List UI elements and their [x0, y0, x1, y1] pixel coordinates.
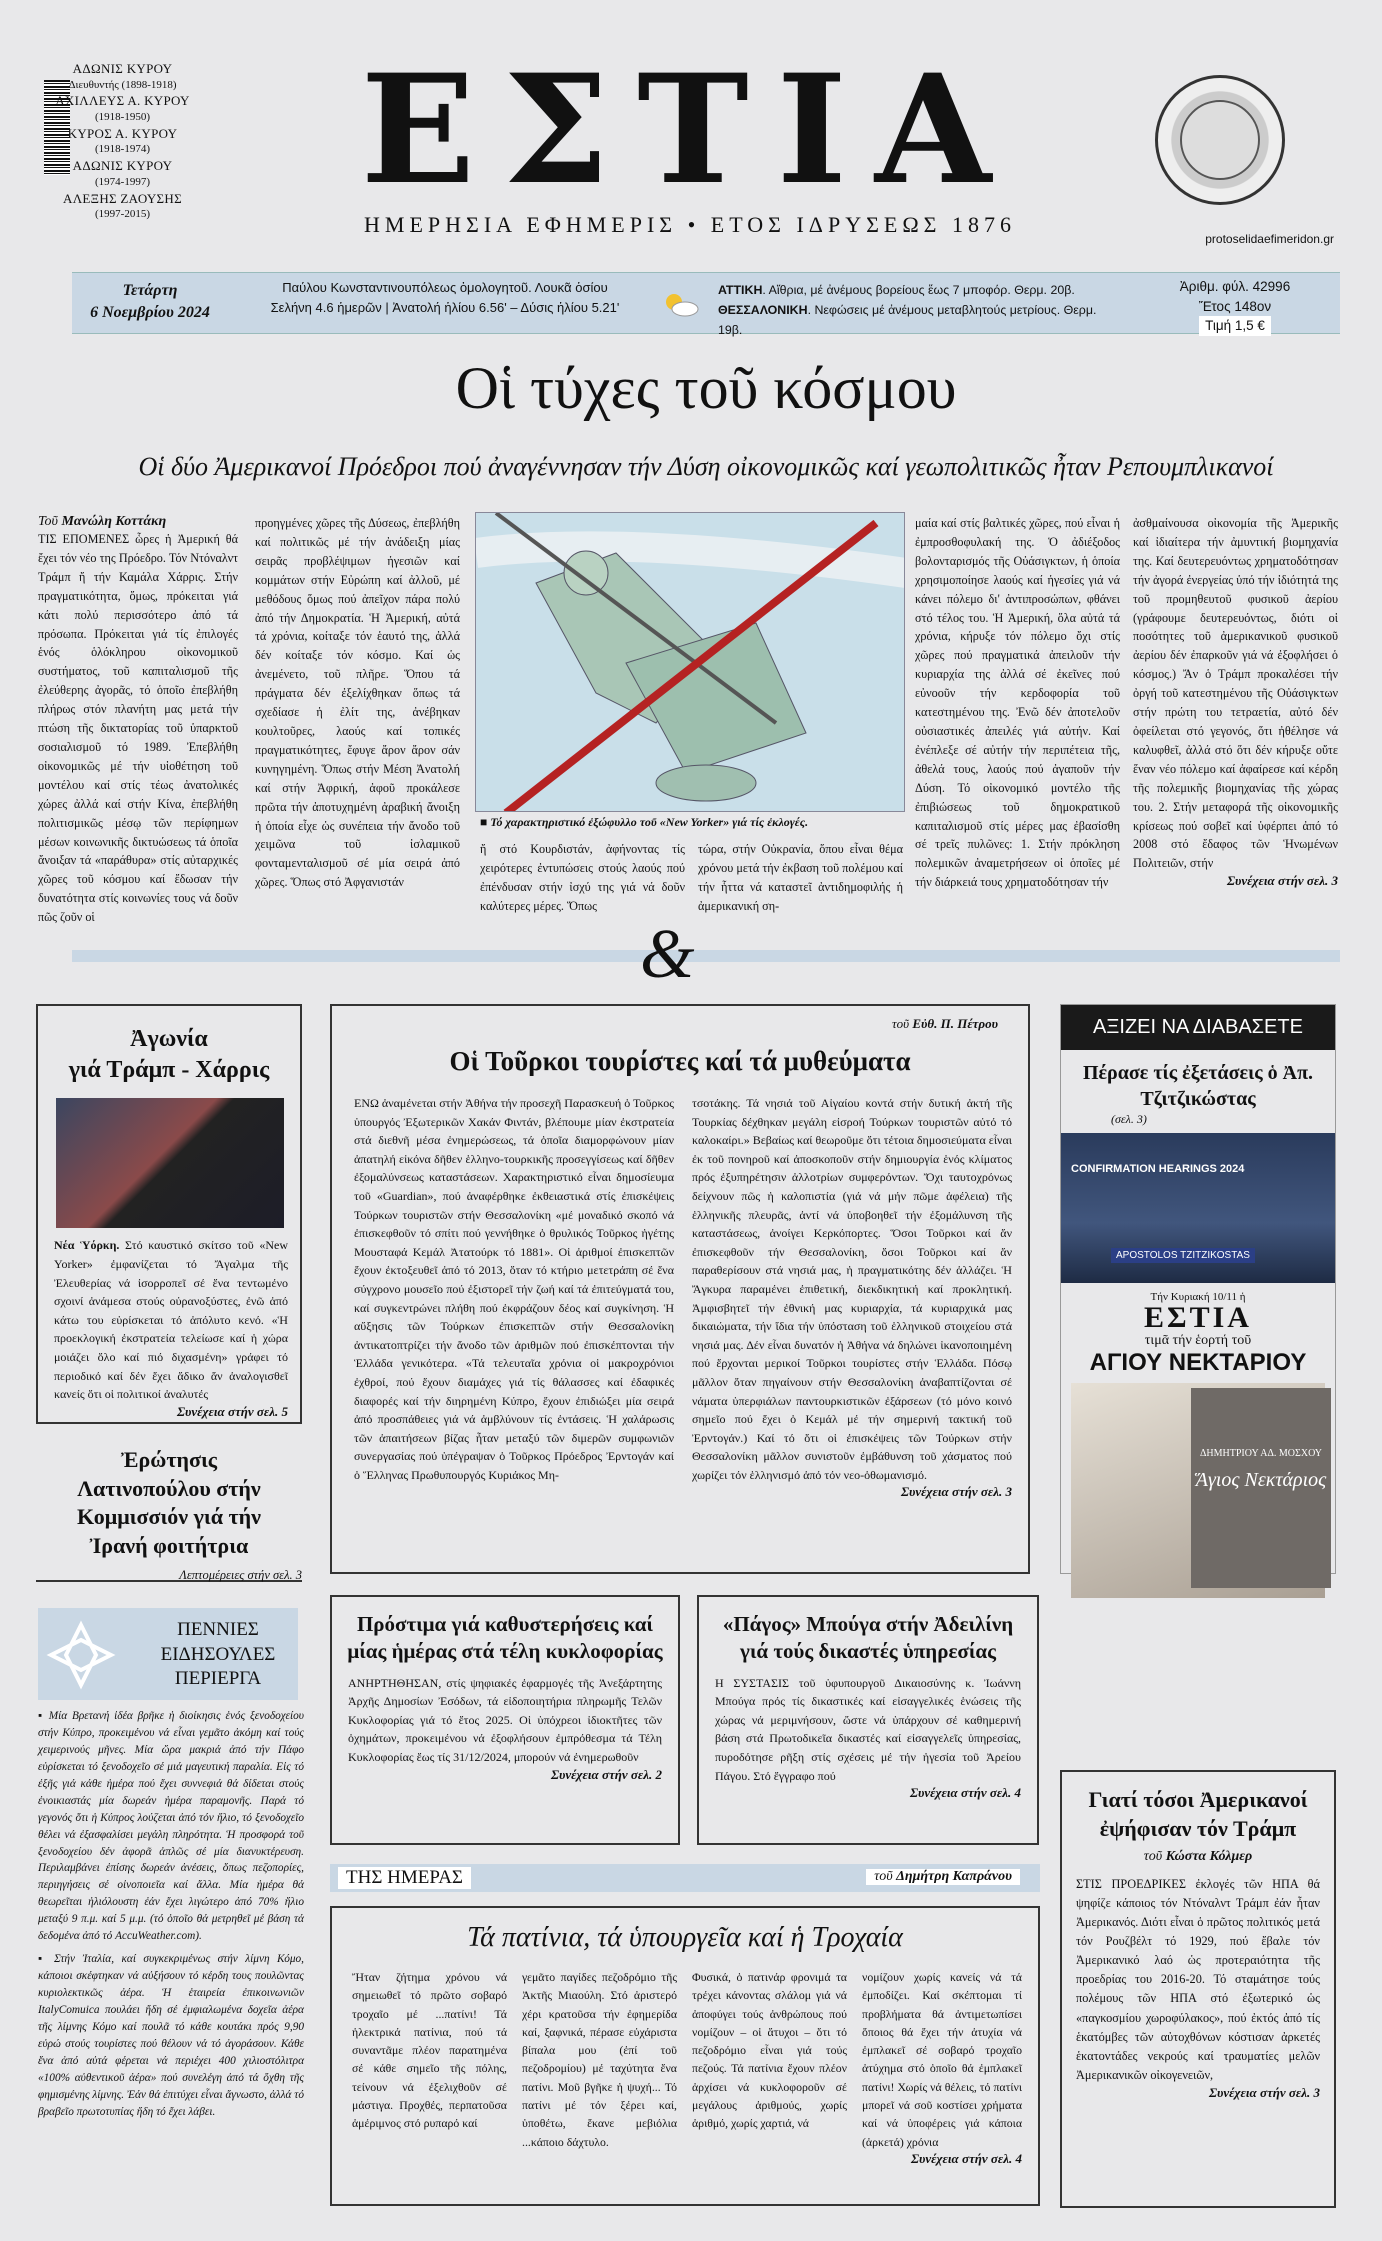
trump-harris-box	[36, 1004, 302, 1424]
weather-icon	[660, 290, 700, 318]
founder-4: ΑΔΩΝΙΣ ΚΥΡΟΥ (1974-1997)	[72, 158, 173, 188]
hearing-photo: CONFIRMATION HEARINGS 2024 APOSTOLOS TZITZIKOSTAS	[1061, 1133, 1335, 1283]
lead-byline: Τοῦ Μανώλη Κοττάκη	[38, 514, 167, 529]
price: Τιμή 1,5 €	[1199, 316, 1271, 336]
lead-headline: Οἱ τύχες τοῦ κόσμου	[455, 355, 957, 421]
book-cover: ΔΗΜΗΤΡΙΟΥ ΑΔ. ΜΟΣΧΟΥ Ἅγιος Νεκτάριος	[1071, 1383, 1325, 1598]
founder-2: ΑΧΙΛΛΕΥΣ Α. ΚΥΡΟΥ (1918-1950)	[55, 93, 190, 123]
ampersand-ornament: &	[640, 916, 695, 993]
day-column-label: ΤΗΣ ΗΜΕΡΑΣ	[338, 1867, 471, 1889]
weather-report: ΑΤΤΙΚΗ. Αἴθρια, μέ ἀνέμους βορείους ἕως 7 μποφόρ. Θερμ. 20β. ΘΕΣΣΑΛΟΝΙΚΗ. Νεφώσεις μέ ἀνέμους μεταβλητούς μετρίους. Θερμ. 19β.	[718, 283, 1097, 337]
must-read-promo[interactable]: ΑΞΙΖΕΙ ΝΑ ΔΙΑΒΑΣΕΤΕ Πέρασε τίς ἐξετάσεις ὁ Ἀπ. Τζιτζικώστας (σελ. 3) CONFIRMATION HEARINGS 2024 APOSTOLOS TZITZIKOSTAS Τήν Κυριακή 10/11 ἡ ΕΣΤΙΑ τιμᾶ τήν ἑορτή τοῦ ΑΓΙΟΥ ΝΕΚΤΑΡΙΟΥ ΔΗΜΗΤΡΙΟΥ ΑΔ. ΜΟΣΧΟΥ Ἅγιος Νεκτάριος	[1060, 1004, 1336, 1574]
day-column-bar: ΤΗΣ ΗΜΕΡΑΣ τοῦ Δημήτρη Καπράνου	[330, 1864, 1040, 1892]
founder-1: ΑΔΩΝΙΣ ΚΥΡΟΥ Διευθυντής (1898-1918)	[68, 61, 177, 91]
ornament-icon	[46, 1620, 116, 1690]
iran-box: Ἐρώτησις Λατινοπούλου στήν Κομμισσιόν γιά τήν Ἰρανή φοιτήτρια Λεπτομέρειες στήν σελ. 3	[36, 1432, 302, 1582]
founder-3: ΚΥΡΟΣ Α. ΚΥΡΟΥ (1918-1974)	[67, 125, 178, 156]
divider-bar	[72, 950, 1340, 962]
source-site: protoselidaefimeridon.gr	[1205, 232, 1334, 246]
saints-of-day: Παύλου Κωνσταντινουπόλεως ὁμολογητοῦ. Λουκᾶ ὁσίου Σελήνη 4.6 ἡμερῶν | Ἀνατολή ἡλίου 6.56' – Δύσις ἡλίου 5.21'	[270, 280, 620, 316]
founders-list	[30, 60, 215, 222]
day-column-box: Τά πατίνια, τά ὑπουργεῖα καί ἡ Τροχαία Ἤταν ζήτημα χρόνου νά σημειωθεῖ τό πρῶτο σοβαρό τροχαῖο μέ ...πατίνι! Τά ἠλεκτρικά πατίνια, πού τά συναντᾶμε πλέον παρατημένα σέ κάθε σημεῖο τῆς πόλης, τείνουν νά ἐξελιχθοῦν σέ μάστιγα. Προχθές, περπατοῦσα ἀμέριμνος στό ρυπαρό καί γεμᾶτο παγίδες πεζοδρόμιο τῆς Ἀκτῆς Μιαούλη. Στό ἀριστερό χέρι κρατοῦσα τήν ἐφημερίδα καί, ξαφνικά, πέρασε εὐχάριστα βίπαλα μου (ἐπί τοῦ πεζοδρομίου) μέ ταχύτητα ἕνα πατίνι. Μοῦ βγῆκε ἡ ψυχή... Τό πατίνι μέ τόν ξέρει καί, ὑποθέτω, ἔκανε μεβιόλια ...κάποιο δάχτυλο. Φυσικά, ὁ πατινάρ φρονιμά τα τρέχει κάνοντας σλάλομ γιά νά ἀποφύγει τούς ἀνθρώπους πού νομίζουν – οἱ ἄτυχοι – ὅτι τό πεζοδρόμιο εἶναι γιά τούς πεζούς. Τά πατίνια ἔχουν πλέον ἀρχίσει νά κυκλοφοροῦν σέ μεγάλους ἀριθμούς, χωρίς ἀριθμό, χωρίς χαρτιά, νά νομίζουν χωρίς κανείς νά τά ἐμποδίζει. Καί σκέπτομαι τί προβλήματα θά ἀντιμετωπίσει ὅποιος θά ἔχει τήν ἀτυχία νά ἐμπλακεῖ σέ σοβαρό τροχαῖο ἀτύχημα στό ὁποῖο θά ἐμπλακεῖ πατίνι! Χωρίς νά θέλεις, τό πατίνι μπορεῖ νά σοῦ κοστίσει χρήματα καί νά ὑποφέρεις γιά κάποια (ἀρκετά) χρόνια Συνέχεια στήν σελ. 4	[330, 1906, 1040, 2206]
lead-continued: Συνέχεια στήν σελ. 3	[1227, 873, 1338, 889]
lead-col-5: μαία καί στίς βαλτικές χῶρες, πού εἶναι ἡ ἐμπροσθοφυλακή της. Ὁ ἀδιέξοδος βολονταρισμός τῆς Οὐάσιγκτων, ἡ ὁποία χρησιμοποίησε λαούς καί ἡγεσίες γιά νά κάνει πόλεμο δι' ἀντιπροσώπων, φθάνει στό τέλος του. Ἡ Ἀμερική, ὅλα αὐτά τά χρόνια, κήρυξε τόν πόλεμο ὄχι στίς χῶρες πού πραγματικά ἀπειλοῦν τήν κυριαρχία της ἀλλά σέ ἐκεῖνες πού εὐνοοῦν τήν κερδοφορία τοῦ κατεστημένου της. Ἐνῶ δέν ἀποτελοῦν οὐσιαστικές ἀπειλές γιά αὐτήν. Καί ἐνέπλεξε σέ αὐτήν τήν περιπέτεια τῆς, ἀθελά τους, λαούς πού ἀγαποῦν τήν Δύση. Τό οἰκονομικό μοντέλο τῆς ἐπιβιώσεως τοῦ δημοκρατικοῦ καπιταλισμοῦ στίς μέρες μας ἐβασίσθη σέ τρεῖς πυλῶνες: 1. Στήν πρόκληση πολεμικῶν ἀναμετρήσεων οἱ ὁποῖες μέ τήν διάρκειά τους χρηματοδότησαν τήν	[915, 516, 1120, 890]
lead-col-4: τώρα, στήν Οὐκρανία, ὅπου εἶναι θέμα χρόνου μετά τήν ἐκβαση τοῦ πολέμου καί τήν ἧττα νά καταστεῖ ἀντιδημοφιλής ἡ ἀμερικανική ση-	[698, 842, 903, 913]
new-yorker-cartoon	[475, 512, 905, 812]
us-vote-box: Γιατί τόσοι Ἀμερικανοί ἐψήφισαν τόν Τράμπ τοῦ Κώστα Κόλμερ ΣΤΙΣ ΠΡΟΕΔΡΙΚΕΣ ἐκλογές τῶν ΗΠΑ θά ψηφίζε κάποιος τόν Ντόναλντ Τράμπ ἐάν ἦταν Ἀμερικανός. Διότι εἶναι ὁ πρῶτος πολιτικός μετά τόν Ρουζβέλτ τό 1929, πού ἔβαλε τόν Ἀμερικανικό λαό ὡς προτεραιότητα τῆς προεδρίας του 2016-20. Τό σταμάτησε τούς πολέμους τῶν ΗΠΑ στό ἐξωτερικό ὡς «παγκοσμίου χωροφύλακος», πού ἐκτός ἀπό τίς ἑκατόμβες τῶν αὐτοχθόνων κόστισαν ἀρκετές ἑκατοντάδες νεκρούς καί τραυματίες μελῶν Ἀμερικανικῶν οἰκογενειῶν, Συνέχεια στήν σελ. 3	[1060, 1770, 1336, 2208]
short-news-text: ▪ Μία Βρετανή ἰδέα βρῆκε ἡ διοίκησις ἑνός ξενοδοχείου στήν Κύπρο, προκειμένου νά εἶναι γεμᾶτο ἀκόμη καί τούς χειμερινούς μῆνες. Μία ὥρα μακριά ἀπό τήν Πάφο εὑρίσκεται τό ξενοδοχεῖο σέ μιά μαγευτική παραλία. Εἰς τό ἐξῆς γιά κάθε ἡμέρα πού ἔχει συννεφιά θά δίδεται στούς ἐνοικιαστάς μία δωρεάν ἡμέρα παραμονῆς. Παρά τό γεγονός ὅτι ἡ Κύπρος λούζεται ἀπό τόν ἥλιο, τό ξενοδοχεῖο θέλει νά ἐξασφαλίσει μεγάλη πληρότητα. Ἡ προσφορά τοῦ ξενοδοχείου δέν ἀφορᾶ ἁπλῶς σέ μία διανυκτέρευση. Περιλαμβάνει ἐπίσης δωρεάν ἀνέσεις, ὅπως πεζοπορίες, περιηγήσεις σέ οἰνοποιεῖα καί ἄλλα. Μία ἡμέρα θά θεωρεῖται ἡλιόλουστη ἐάν ἔχει λιγώτερο ἀπό 70% ἥλιο μεταξύ 9 π.μ. καί 5 μ.μ. (τό ὁποῖο θά μετρηθεῖ μέ βάση τά δεδομένα ἀπό τό AccuWeather.com). ▪ Στήν Ἰταλία, καί συγκεκριμένως στήν λίμνη Κόμο, κάποιοι σκέφτηκαν νά αὐξήσουν τό κέρδη τους πουλῶντας κυριολεκτικῶς ἀέρα. Ἡ ἑταιρεία ἐπικοινωνιῶν ItalyComuica πουλάει ἤδη σέ ἐμφιαλωμένα δοχεῖα ἀέρα τῆς λίμνης Κόμο καί πουλᾶ τό κάθε κουτάκι πρός 9,90 εὐρώ στούς τουρίστες πού θέλουν νά τό ἀγοράσουν. Κάθε ἕνα ἀπό αὐτά φέρεται νά περιέχει 400 χιλιοστόλιτρα «100% αὐθεντικοῦ ἀέρα» πού συνελέγη ἀπό τά ὄχθη τῆς φημισμένης λίμνης. Ἐάν θά ἐπιτύχει εἶναι ἄγνωστο, ἀλλά τό βραβεῖο πρωτοτυπίας ἤδη τό ἔχει λάβει.	[38, 1710, 304, 2118]
turks-continued: Συνέχεια στήν σελ. 3	[901, 1484, 1012, 1500]
promo-title: Πέρασε τίς ἐξετάσεις ὁ Ἀπ. Τζιτζικώστας	[1082, 1062, 1314, 1110]
must-read-header: ΑΞΙΖΕΙ ΝΑ ΔΙΑΒΑΣΕΤΕ	[1061, 1005, 1335, 1050]
trump-harris-title: Ἀγωνία γιά Τράμπ - Χάρρις	[68, 1026, 270, 1084]
lead-subtitle: Οἱ δύο Ἀμερικανοί Πρόεδροι πού ἀναγέννησαν τήν Δύση οἰκονομικῶς καί γεωπολιτικῶς ἦταν Ρεπουμπλικανοί	[138, 452, 1274, 481]
trump-harris-photo	[56, 1098, 284, 1228]
lead-col-3: ἤ στό Κουρδιστάν, ἀφήνοντας τίς χειρότερες ἐντυπώσεις στούς λαούς πού ἐπένδυσαν στήν ἰσχύ της γιά νά δοῦν καλύτερες μέρες. Ὅπως	[480, 842, 685, 913]
short-news-header: ΠΕΝΝΙΕΣ ΕΙΔΗΣΟΥΛΕΣ ΠΕΡΙΕΡΓΑ	[38, 1608, 298, 1700]
day-column-title: Τά πατίνια, τά ὑπουργεῖα καί ἡ Τροχαία	[467, 1922, 903, 1953]
seal-icon	[1155, 75, 1285, 205]
issue-date: Τετάρτη 6 Νοεμβρίου 2024	[90, 282, 210, 321]
turks-title: Οἱ Τοῦρκοι τουρίστες καί τά μυθεύματα	[449, 1046, 911, 1076]
tagline: ΗΜΕΡΗΣΙΑ ΕΦΗΜΕΡΙΣ • ΕΤΟΣ ΙΔΡΥΣΕΩΣ 1876	[364, 212, 1016, 237]
turkish-tourists-box: τοῦ Εὐθ. Π. Πέτρου Οἱ Τοῦρκοι τουρίστες καί τά μυθεύματα ΕΝΩ ἀναμένεται στήν Ἀθήνα τήν προσεχῆ Παρασκευή ὁ Τοῦρκος ὑπουργός Ἐξωτερικῶν Χακάν Φιντάν, βλέπουμε μίαν ἐκστρατεία στά διεθνῆ μέσα ἐνημερώσεως, τά ὁποῖα διαμορφώνουν μίαν ἀπατηλή εἰκόνα δῆθεν ἑλληνο-τουρκικῆς προσεγγίσεως καί δῆθεν ἐξομαλύνσεως καταστάσεων. Χαρακτηριστικό εἶναι δημοσίευμα τοῦ «Guardian», πού ἀναφέρθηκε ἐκθειαστικά στίς ἐπισκέψεις Τούρκων τουριστῶν στήν Θεσσαλονίκη «μέ μοναδικό σκοπό νά ἐπισκεφθοῦν τό σπίτι πού γεννήθηκε ὁ θρυλικός Τοῦρκος ἡγέτης Μουσταφά Κεμάλ Ἀτατούρκ τό 1881». Οἱ ἀριθμοί ἐπισκεπτῶν ἔχουν ἐκτοξευθεῖ ἀπό τό 2013, ὅταν τό κτήριο μετετράπη σέ ἕνα σύγχρονο μουσεῖο πού ἐξιστορεῖ τήν ζωή καί τά ἐπιτεύγματά του, καί συγκεντρώνει πλήθη πού ἐκφράζουν δέος καί συγκίνηση. Ἡ αὔξησις τῶν Τούρκων ἐπισκεπτῶν στήν Θεσσαλονίκη ἀντικατοπτρίζει τήν ἄνοδο τῶν ἀριθμῶν πού ἐπισκέπτονται τήν Ἑλλάδα γενικότερα. «Τά τελευταῖα χρόνια οἱ μακροχρόνιοι ἐχθροί, πού ἔχουν διαμάχες γιά τίς θάλασσες καί ἐδαφικές διαφορές καί τήν διηρημένη Κύπρο, ἔχουν ἐπιδιώξει μία σειρά ἀπό προσπάθειες γιά νά ἀμβλύνουν τίς ἐντάσεις. Ἡ χαλάρωσις τῶν ἀπαιτήσεων βίζας ἦταν μεταξύ τῶν διμερῶν συμφωνιῶν συνεργασίας πού ὑπέγραψαν ὁ Τοῦρκος Πρόεδρος Ἐρντογάν καί ὁ Ἕλληνας Πρωθυπουργός Κυριάκος Μη- τσοτάκης. Τά νησιά τοῦ Αἰγαίου κοντά στήν δυτική ἀκτή τῆς Τουρκίας δέχθηκαν μεγάλη εἰσροή Τούρκων τουριστῶν αὐτό τό καλοκαίρι.» Βεβαίως καί θεωροῦμε ὅτι τέτοια δημοσιεύματα εἶναι ἐκ τοῦ πονηροῦ καί ἀποσκοποῦν στήν δημιουργία ἑνός κλίματος πρός ἐξυπηρέτησιν ἀλλοτρίων συμφερόντων. Ὄχι ταυτοχρόνως δείχνουν πῶς ἡ καλοπιστία (γιά νά μήν πῶμε ἀφέλεια) τῆς ἑλληνικῆς πλευρᾶς, ἀντί νά ὑποβοηθεῖ τήν ἐξομάλυνση τῆς καταστάσεως, ἀνοίγει Κερκόπορτες. Ὅσοι Τοῦρκοι καί ἄν ἐπισκεφθοῦν τήν Θεσσαλονίκη, ὅσοι Τοῦρκοι καί ἄν παραθερίσουν στά νησιά μας, ἡ πραγματικότης δέν ἀλλάζει. Ἡ Ἄγκυρα παραμένει ἐπιθετική, διεκδικητική καί προκλητική. Ἀμφισβητεῖ τήν ἐθνική μας κυριαρχία, τά κυριαρχικά μας δικαιώματα, τήν ἴδια τήν ὑπόσταση τοῦ ἑλληνικοῦ στοιχείου στά νησιά μας. Δέν εἶναι δυνατόν ἡ Ἀθήνα νά δηλώνει ἱκανοποιημένη πού ἔρχονται μερικοί Τοῦρκοι τουρίστες στήν Ἑλλάδα. Πόσῳ μᾶλλον ὅταν πηγαίνουν στήν Θεσσαλονίκη ἀναβαπτίζονται σέ νάματα ὑπερφιάλων παντουρκιστικῶν ἐξάρσεων (τό μόνο κοινό σημεῖο πού ἔχει ὁ Κεμάλ μέ τήν σημερινή τακτική τοῦ Ἐρντογάν.) Καί τό ὅτι οἱ ἐπισκέψεις τῶν Τούρκων στήν Θεσσαλονίκη μᾶλλον συνιστοῦν ἐμβάθυνση τοῦ χάσματος πού χωρίζει τόν ἑλληνισμό ἀπό τόν νεο-ὀθωμανισμό. Συνέχεια στήν σελ. 3	[330, 1004, 1030, 1574]
turks-byline: τοῦ Εὐθ. Π. Πέτρου	[891, 1016, 998, 1031]
lead-col-2: προηγμένες χῶρες τῆς Δύσεως, ἐπεβλήθη καί πολιτικῶς μέ τήν ἀνάδειξη μίας σειρᾶς προβλέψιμων ἡγεσιῶν καί κομμάτων στήν Εὐρώπη καί ἀλλοῦ, μέ μεθόδους ὅμως πού ἀπεῖχον πάρα πολύ ἀπό τήν Δημοκρατία. Ἡ Ἀμερική, αὐτά τά χρόνια, κοίταξε τόν ἑαυτό της, ἀλλά δέν κοίταξε τόν κόσμο. Καί ὡς ἀνεμένετο, τοῦ πλῆρε. Ὅπου τά πράγματα δέν ἐξελίχθηκαν ὅπως τά σχεδίασε ἡ ἐλίτ της, ἀνέβηκαν κουλτοῦρες, λαούς καί τοπικές πραγματικότητες, ἔφυγε ἄρον ἄρον σάν κυνηγημένη. Ὅπως στήν Μέση Ἀνατολή καί στήν Ἀφρική, ἀφοῦ προκάλεσε πρῶτα τήν ἀποτυχημένη ἀραβική ἄνοιξη ἡ ὁποία εἶχε ὡς συνέπεια τήν ἄνοδο τοῦ χειμῶνα τοῦ ἰσλαμικοῦ φονταμενταλισμοῦ σέ μία σειρά ἀπό χῶρες. Ὅπως στό Ἀφγανιστάν	[255, 516, 460, 890]
founder-5: ΑΛΕΞΗΣ ΖΑΟΥΣΗΣ (1997-2015)	[63, 190, 182, 221]
trump-harris-continued: Συνέχεια στήν σελ. 5	[177, 1403, 288, 1419]
newspaper-logo: ΕΣΤΙΑ	[360, 42, 1020, 218]
fines-box: Πρόστιμα γιά καθυστερήσεις καί μίας ἡμέρας στά τέλη κυκλοφορίας ΑΝΗΡΤΗΘΗΣΑΝ, στίς ψηφιακές ἐφαρμογές τῆς Ἀνεξάρτητης Ἀρχῆς Δημοσίων Ἐσόδων, τά εἰδοποιητήρια πληρωμῆς Τελῶν Κυκλοφορίας γιά τό ἔτος 2025. Οἱ ὑπόχρεοι ἰδιοκτῆτες τῶν ὀχημάτων, προκειμένου νά ἐξοφλήσουν ἐμπρόθεσμα τά Τέλη Κυκλοφορίας ἕως τίς 31/12/2024, μπορούν νά ἐνημερωθοῦν Συνέχεια στήν σελ. 2	[330, 1595, 680, 1845]
trump-harris-text: Νέα Ὑόρκη. Στό καυστικό σκίτσο τοῦ «New Yorker» ἐμφανίζεται τό Ἄγαλμα τῆς Ἐλευθερίας νά ἰσορροπεῖ σέ ἕνα τεντωμένο σχοινί ἀνάμεσα στούς οὐρανοξύστες, ἐνῶ ἀπό κάτω του εὑρίσκεται τό ἀπόλυτο κενό. «Ἡ προεκλογική ἐκστρατεία τελείωσε καί ἡ χώρα μοιάζει ὅλο καί πιό διχασμένη» γράφει τό περιοδικό καί δέν ἔχει ἄδικο ἄν ἀναλογισθεῖ κανείς ὅτι οἱ πολιτικοί ἀναλυτές	[54, 1238, 288, 1402]
promo-logo: ΕΣΤΙΑ	[1144, 1301, 1252, 1334]
pagos-box: «Πάγος» Μπούγα στήν Ἀδειλίνη γιά τούς δικαστές ὑπηρεσίας Η ΣΥΣΤΑΣΙΣ τοῦ ὑφυπουργοῦ Δικαιοσύνης κ. Ἰωάννη Μπούγα πρός τίς δικαστικές καί εἰσαγγελικές ἑνώσεις τῆς χώρας νά μεριμνήσουν, ὥστε νά ὑπάρχουν σέ καθημερινή βάση στά Πρωτοδικεῖα δικαστές καί εἰσαγγελεῖς ὑπηρεσίας, πυροδότησε ρῆξη στίς σχέσεις μέ τήν ἡγεσία τοῦ Ἀρείου Πάγου. Στό ἔγγραφο πού Συνέχεια στήν σελ. 4	[697, 1595, 1039, 1845]
cartoon-caption: ■ Τό χαρακτηριστικό ἐξώφυλλο τοῦ «New Yorker» γιά τίς ἐκλογές.	[480, 815, 809, 829]
lead-col-6: ἀσθμαίνουσα οἰκονομία τῆς Ἀμερικῆς καί ἰδιαίτερα τήν ἀμυντική βιομηχανία της. Καί δευτερευόντως χρηματοδότησαν τήν ἀγορά ἐνεργείας ὑπό τήν ἰδιότητά της τοῦ προμηθευτοῦ φυσικοῦ ἀερίου (γράφουμε δευτερευόντως, διότι οἱ ποσότητες τοῦ ἀμερικανικοῦ φυσικοῦ ἀερίου δέν ἐπαρκοῦν γιά νά ἐξοφλήσει ὁ κόσμος.) Ἄν ὁ Τράμπ προκαλέσει τήν ὀργή τοῦ κατεστημένου τῆς Οὐάσιγκτων στήν πρώτη του τετραετία, αὐτό δέν ὀφείλεται στό γεγονός, ὅτι ἠθέλησε νά καλυφθεῖ, ἀλλά στό ὅτι δέν κήρυξε οὔτε ἕναν νέο πόλεμο καί ἀφαίρεσε καί κέρδη τῆς πολεμικῆς βιομηχανίας τῆς χώρας του. 2. Στήν μεταφορά τῆς οἰκονομικῆς κρίσεως πού σοβεῖ καί ὑφέρπει ἀπό τό 2008 στό ἔδαφος τῶν Ἡνωμένων Πολιτειῶν, στήν Συνέχεια στήν σελ. 3	[1133, 516, 1338, 889]
lead-col-1: Τοῦ Μανώλη Κοττάκη ΤΙΣ ΕΠΟΜΕΝΕΣ ὧρες ἡ Ἀμερική θά ἔχει τόν νέο της Πρόεδρο. Τόν Ντόναλντ Τράμπ ἤ τήν Καμάλα Χάρρις. Στήν πραγματικότητα, ὅμως, πρόκειται γιά κάτι πολύ περισσότερο ἀπό τά πρόσωπα. Πρόκειται γιά τίς ἐπιλογές ἑνός ὁλόκληρου οἰκονομικοῦ συστήματος, τοῦ καπιταλισμοῦ τῆς ἐλεύθερης ἀγορᾶς, τό ὁποῖο ἐπεβλήθη πλήρως στόν πλανήτη μας μετά τήν πτώση τῆς δικτατορίας τοῦ ὑπαρκτοῦ σοσιαλισμοῦ τό 1989. Ἐπεβλήθη οἰκονομικῶς μέ τήν υἱοθέτηση τοῦ μοντέλου καί στίς τέως ἀνατολικές χώρες ἀλλά καί στήν Κίνα, ἐπεβλήθη πολιτισμικῶς μέσῳ τῶν περίφημων μέσων κοινωνικῆς δικτυώσεως τά ὁποῖα ἄνοιξαν τά «παράθυρα» στίς αὐταρχικές χῶρες τοῦ κόσμου καί ἔδωσαν τήν δυνατότητα στίς κοινωνίες τους νά δοῦν πῶς ζοῦν οἱ	[38, 514, 238, 925]
issue-info: Ἀριθμ. φύλ. 42996 Ἔτος 148ον Τιμή 1,5 €	[1140, 277, 1330, 336]
